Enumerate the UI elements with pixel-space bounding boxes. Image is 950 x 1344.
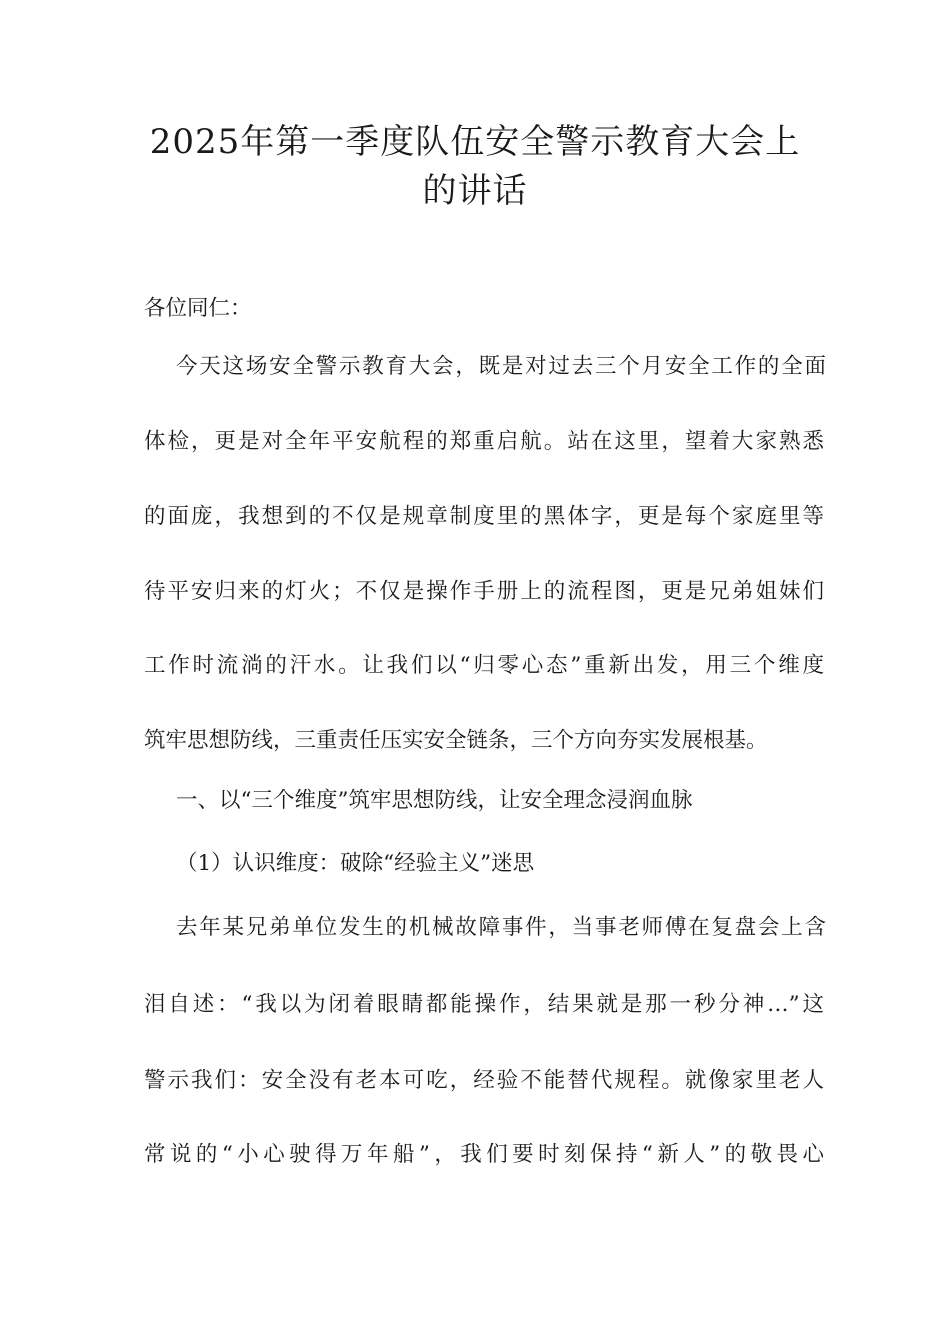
document-title-line-2: 的讲话 xyxy=(422,171,528,211)
section-heading: 一、以“三个维度”筑牢思想防线，让安全理念浸润血脉 xyxy=(176,788,693,813)
paragraph-line: 筑牢思想防线，三重责任压实安全链条，三个方向夯实发展根基。 xyxy=(144,728,768,753)
salutation: 各位同仁： xyxy=(144,296,252,321)
paragraph-line: 常说的“小心驶得万年船”，我们要时刻保持“新人”的敬畏心 xyxy=(144,1142,824,1167)
paragraph-line: 体检，更是对全年平安航程的郑重启航。站在这里，望着大家熟悉 xyxy=(144,429,824,454)
paragraph-line: 泪自述：“我以为闭着眼睛都能操作，结果就是那一秒分神…”这 xyxy=(144,992,824,1017)
paragraph-line: 今天这场安全警示教育大会，既是对过去三个月安全工作的全面 xyxy=(176,354,826,379)
paragraph-line: 警示我们：安全没有老本可吃，经验不能替代规程。就像家里老人 xyxy=(144,1068,824,1093)
paragraph-line: 工作时流淌的汗水。让我们以“归零心态”重新出发，用三个维度 xyxy=(144,653,824,678)
subsection-heading: （1）认识维度：破除“经验主义”迷思 xyxy=(176,851,535,876)
document-title-line-1: 2025年第一季度队伍安全警示教育大会上 xyxy=(149,122,801,162)
paragraph-line: 的面庞，我想到的不仅是规章制度里的黑体字，更是每个家庭里等 xyxy=(144,504,824,529)
paragraph-line: 去年某兄弟单位发生的机械故障事件，当事老师傅在复盘会上含 xyxy=(176,915,826,940)
paragraph-line: 待平安归来的灯火；不仅是操作手册上的流程图，更是兄弟姐妹们 xyxy=(144,579,824,604)
